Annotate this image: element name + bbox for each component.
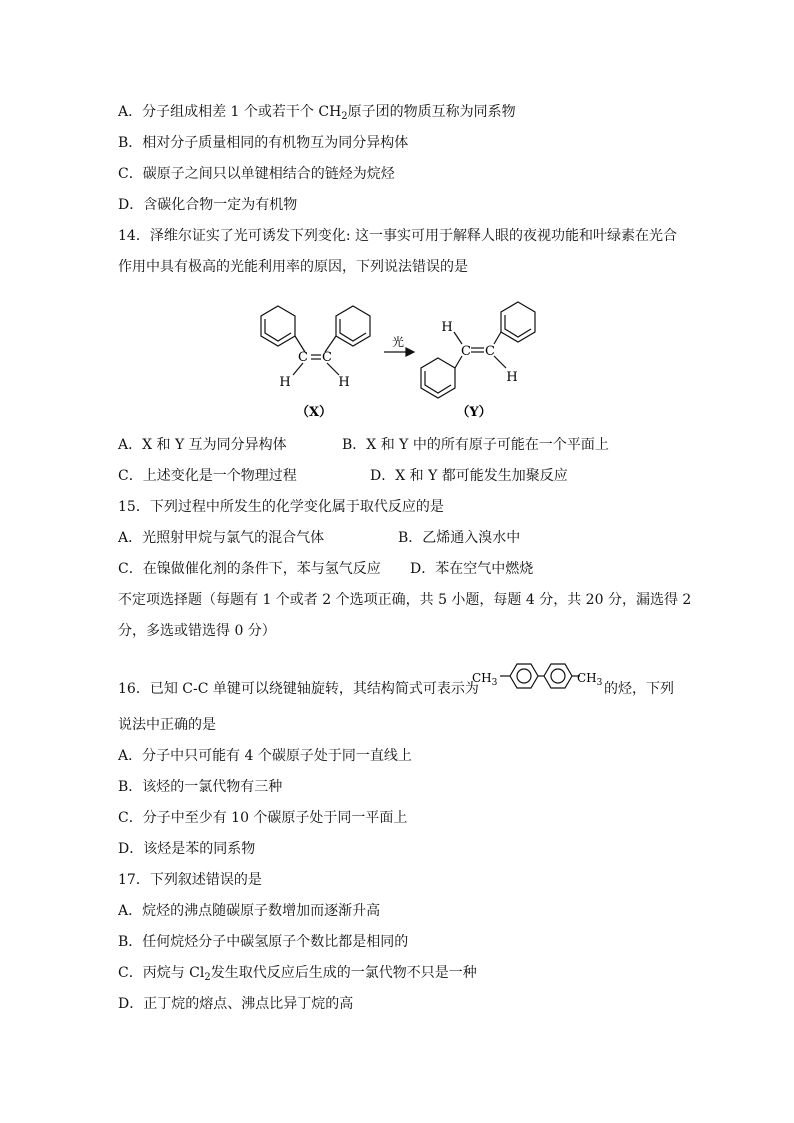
q16-formula-ch3-right <box>577 671 603 688</box>
q17-option-c <box>118 963 477 983</box>
q13-option-b: B．相对分子质量相同的有机物互为同分异构体 <box>118 135 409 151</box>
q16-option-c: C．分子中至少有 10 个碳原子处于同一平面上 <box>118 810 408 826</box>
x-ring-right-inner-bonds <box>340 319 366 341</box>
q17-option-c-post: 发生取代反应后生成的一氯代物不只是一种 <box>210 965 477 981</box>
q16-benzene-ring-2 <box>544 664 572 688</box>
y-hydrogen-2: H <box>506 370 518 385</box>
q15-stem: 15．下列过程中所发生的化学变化属于取代反应的是 <box>118 499 444 515</box>
q17-option-b: B．任何烷烃分子中碳氢原子个数比都是相同的 <box>118 934 409 950</box>
y-bond-ring-c2 <box>494 332 501 344</box>
q14-stem-line2: 作用中具有极高的光能利用率的原因，下列说法错误的是 <box>118 259 468 275</box>
q17-option-c-pre: C．丙烷与 Cl <box>118 965 205 981</box>
q16-stem-post: 的烃，下列 <box>604 681 674 697</box>
q13-option-a-sub: 2 <box>341 111 348 122</box>
section-instructions-line1: 不定项选择题（每题有 1 个或者 2 个选项正确，共 5 小题，每题 4 分，共 20 分，漏选得 2 <box>118 592 692 608</box>
q16-option-b: B．该烃的一氯代物有三种 <box>118 779 283 795</box>
y-bond-h-c1 <box>454 332 462 344</box>
q13-option-d: D．含碳化合物一定为有机物 <box>118 197 298 213</box>
y-benzene-ring-top <box>501 302 535 342</box>
structure-x <box>261 306 370 375</box>
q16-stem-pre: 16．已知 C-C 单键可以绕键轴旋转，其结构简式可表示为 <box>118 681 479 697</box>
q17-option-d: D．正丁烷的熔点、沸点比异丁烷的高 <box>118 996 354 1012</box>
x-benzene-ring-right <box>336 306 370 346</box>
y-bond-c2-h <box>494 356 506 368</box>
q16-formula-left-sub: 3 <box>491 678 498 688</box>
q16-stem-line2: 说法中正确的是 <box>118 717 216 733</box>
q14-option-d: D．X 和 Y 都可能发生加聚反应 <box>370 468 568 484</box>
q16-ring-1-aromatic <box>517 669 531 683</box>
arrow-label-light: 光 <box>391 335 405 349</box>
q14-option-c: C．上述变化是一个物理过程 <box>118 468 297 484</box>
y-ring-bottom-inner-bonds <box>425 371 451 393</box>
q17-option-c-sub: 2 <box>204 972 211 983</box>
x-carbon-2: C <box>322 350 332 365</box>
x-hydrogen-1: H <box>279 375 291 390</box>
section-instructions-line2: 分，多选或错选得 0 分） <box>118 623 276 639</box>
q16-structure <box>500 664 580 688</box>
y-benzene-ring-bottom <box>421 358 455 398</box>
y-carbon-1: C <box>461 344 471 359</box>
q16-benzene-ring-1 <box>510 664 538 688</box>
reaction-arrow <box>384 348 414 356</box>
x-label: （X） <box>295 405 333 420</box>
q13-option-a-post: 原子团的物质互称为同系物 <box>347 104 516 120</box>
structure-y <box>421 302 535 398</box>
x-ring-left-inner-bonds <box>265 319 291 341</box>
x-hydrogen-2: H <box>338 375 350 390</box>
q13-option-a-pre: A．分子组成相差 1 个或若干个 CH <box>118 104 342 120</box>
y-hydrogen-1: H <box>441 320 453 335</box>
q14-option-b: B．X 和 Y 中的所有原子可能在一个平面上 <box>342 437 609 453</box>
y-ring-top-inner-bonds <box>505 315 531 337</box>
y-carbon-2: C <box>485 344 495 359</box>
q16-formula-right-sub: 3 <box>596 678 603 688</box>
x-carbon-1: C <box>298 350 308 365</box>
q15-option-a: A．光照射甲烷与氯气的混合气体 <box>118 530 325 546</box>
q13-option-c: C．碳原子之间只以单键相结合的链烃为烷烃 <box>118 166 395 182</box>
x-benzene-ring-left <box>261 306 295 346</box>
q17-option-a: A．烷烃的沸点随碳原子数增加而逐渐升高 <box>118 903 381 919</box>
q15-option-d: D．苯在空气中燃烧 <box>410 561 534 577</box>
q16-formula-left-text: CH <box>472 671 492 685</box>
q17-stem: 17．下列叙述错误的是 <box>118 872 262 888</box>
q14-stem-line1: 14．泽维尔证实了光可诱发下列变化: 这一事实可用于解释人眼的夜视功能和叶绿素在光合 <box>118 228 677 244</box>
q14-option-a: A．X 和 Y 互为同分异构体 <box>118 437 287 453</box>
q15-option-c: C．在镍做催化剂的条件下，苯与氢气反应 <box>118 561 381 577</box>
q16-option-a: A．分子中只可能有 4 个碳原子处于同一直线上 <box>118 748 412 764</box>
q16-option-d: D．该烃是苯的同系物 <box>118 841 256 857</box>
q16-formula-right-text: CH <box>577 671 597 685</box>
q16-ring-2-aromatic <box>551 669 565 683</box>
q15-option-b: B．乙烯通入溴水中 <box>398 530 521 546</box>
y-label: （Y） <box>456 405 492 420</box>
